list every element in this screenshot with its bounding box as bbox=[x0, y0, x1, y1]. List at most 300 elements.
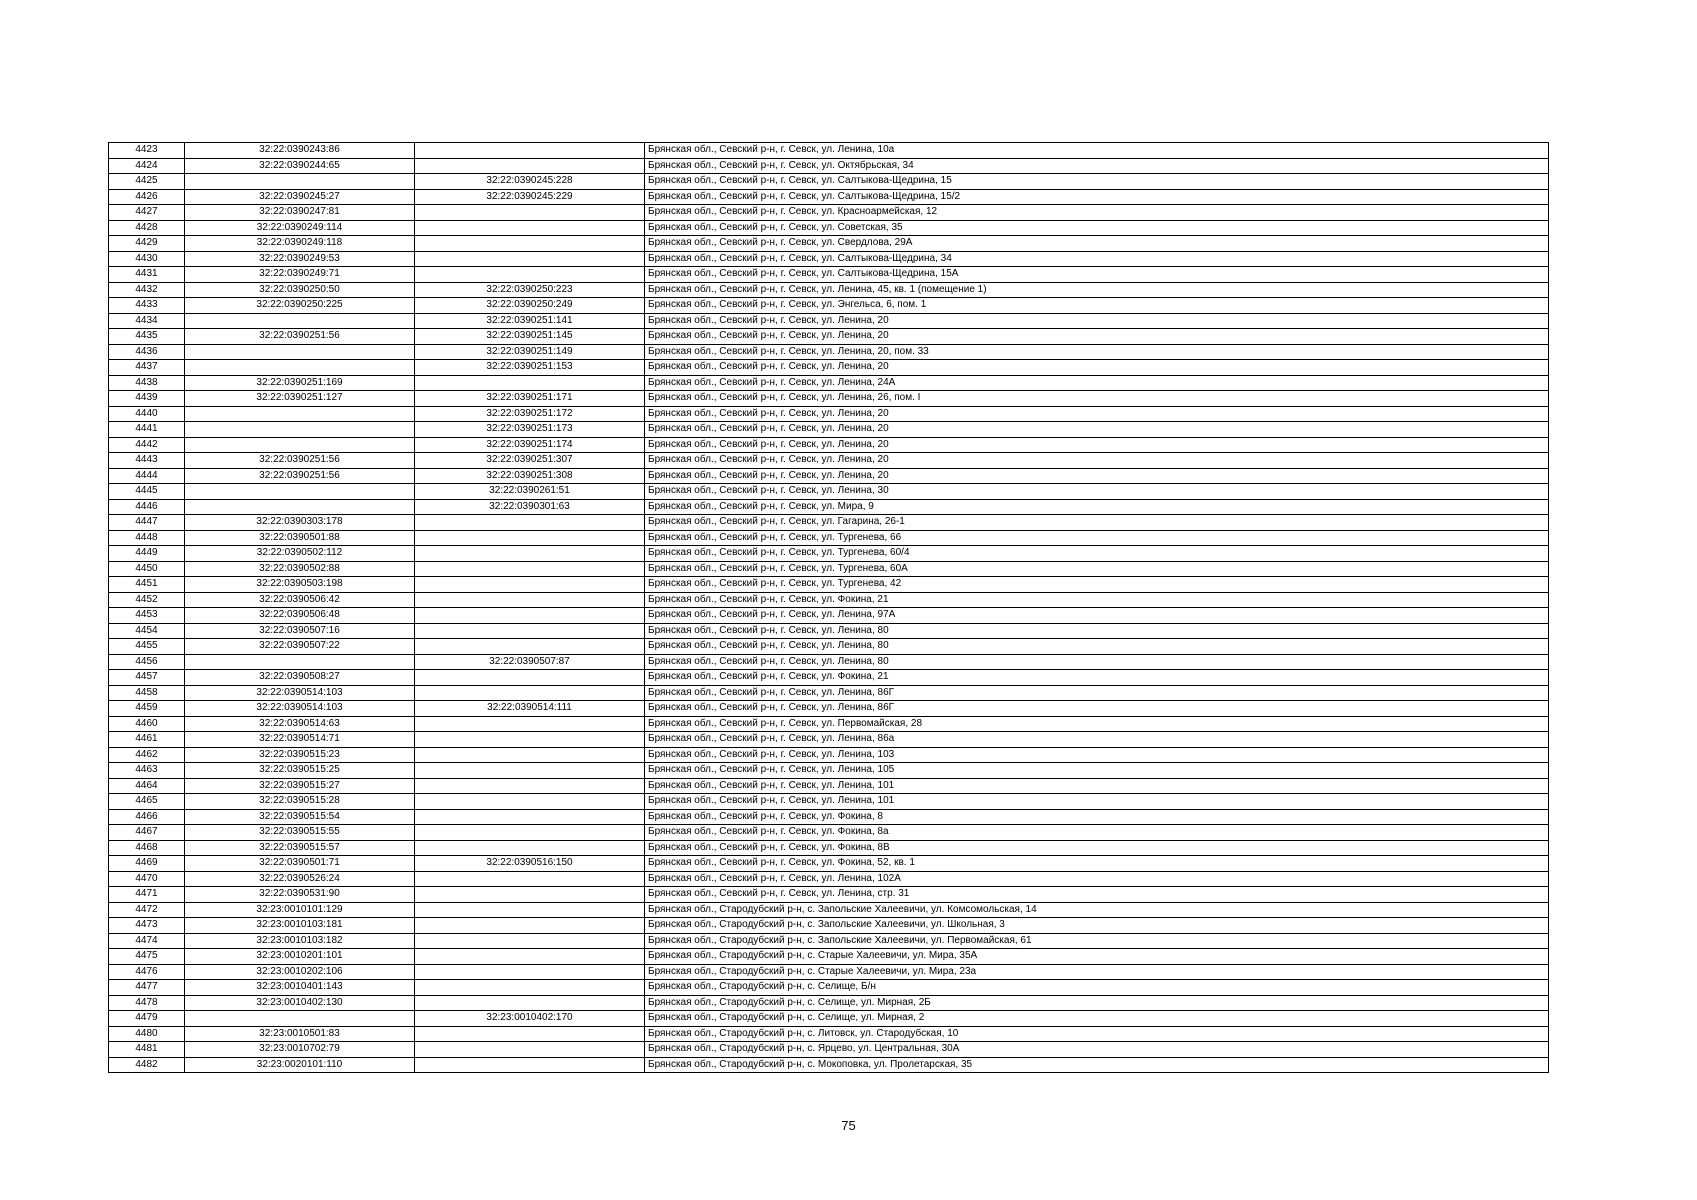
address-cell: Брянская обл., Севский р-н, г. Севск, ул. Ленина, 103 bbox=[645, 747, 1549, 763]
row-number-cell: 4442 bbox=[109, 437, 185, 453]
registry-table bbox=[108, 142, 1549, 1073]
table-row bbox=[109, 964, 1549, 980]
land-cadastral-number-cell bbox=[185, 654, 415, 670]
table-row bbox=[109, 995, 1549, 1011]
table-row bbox=[109, 933, 1549, 949]
address-cell: Брянская обл., Севский р-н, г. Севск, ул. Ленина, 80 bbox=[645, 654, 1549, 670]
registry-table-body bbox=[109, 143, 1549, 1073]
object-cadastral-number-cell: 32:22:0390261:51 bbox=[415, 484, 645, 500]
table-row bbox=[109, 887, 1549, 903]
address-cell: Брянская обл., Севский р-н, г. Севск, ул. Энгельса, 6, пом. 1 bbox=[645, 298, 1549, 314]
table-row bbox=[109, 902, 1549, 918]
table-row bbox=[109, 220, 1549, 236]
object-cadastral-number-cell: 32:22:0390251:308 bbox=[415, 468, 645, 484]
table-row bbox=[109, 561, 1549, 577]
table-row bbox=[109, 871, 1549, 887]
table-row bbox=[109, 205, 1549, 221]
row-number-cell: 4462 bbox=[109, 747, 185, 763]
object-cadastral-number-cell: 32:22:0390245:229 bbox=[415, 189, 645, 205]
table-row bbox=[109, 592, 1549, 608]
land-cadastral-number-cell: 32:22:0390250:50 bbox=[185, 282, 415, 298]
table-row bbox=[109, 809, 1549, 825]
address-cell: Брянская обл., Стародубский р-н, с. Старые Халеевичи, ул. Мира, 35А bbox=[645, 949, 1549, 965]
land-cadastral-number-cell: 32:23:0010103:182 bbox=[185, 933, 415, 949]
object-cadastral-number-cell bbox=[415, 871, 645, 887]
table-row bbox=[109, 747, 1549, 763]
table-row bbox=[109, 406, 1549, 422]
land-cadastral-number-cell: 32:22:0390514:71 bbox=[185, 732, 415, 748]
land-cadastral-number-cell: 32:22:0390507:16 bbox=[185, 623, 415, 639]
land-cadastral-number-cell: 32:22:0390514:63 bbox=[185, 716, 415, 732]
table-row bbox=[109, 422, 1549, 438]
row-number-cell: 4454 bbox=[109, 623, 185, 639]
row-number-cell: 4472 bbox=[109, 902, 185, 918]
row-number-cell: 4459 bbox=[109, 701, 185, 717]
address-cell: Брянская обл., Севский р-н, г. Севск, ул. Фокина, 21 bbox=[645, 592, 1549, 608]
table-row bbox=[109, 546, 1549, 562]
address-cell: Брянская обл., Севский р-н, г. Севск, ул. Октябрьская, 34 bbox=[645, 158, 1549, 174]
land-cadastral-number-cell: 32:23:0010402:130 bbox=[185, 995, 415, 1011]
address-cell: Брянская обл., Севский р-н, г. Севск, ул. Ленина, 80 bbox=[645, 623, 1549, 639]
table-row bbox=[109, 189, 1549, 205]
row-number-cell: 4453 bbox=[109, 608, 185, 624]
row-number-cell: 4458 bbox=[109, 685, 185, 701]
row-number-cell: 4476 bbox=[109, 964, 185, 980]
object-cadastral-number-cell: 32:22:0390251:149 bbox=[415, 344, 645, 360]
land-cadastral-number-cell bbox=[185, 484, 415, 500]
address-cell: Брянская обл., Севский р-н, г. Севск, ул. Ленина, 102А bbox=[645, 871, 1549, 887]
table-row bbox=[109, 856, 1549, 872]
land-cadastral-number-cell: 32:22:0390515:28 bbox=[185, 794, 415, 810]
land-cadastral-number-cell: 32:22:0390249:118 bbox=[185, 236, 415, 252]
table-row bbox=[109, 437, 1549, 453]
object-cadastral-number-cell: 32:22:0390251:141 bbox=[415, 313, 645, 329]
object-cadastral-number-cell: 32:22:0390516:150 bbox=[415, 856, 645, 872]
object-cadastral-number-cell bbox=[415, 670, 645, 686]
row-number-cell: 4448 bbox=[109, 530, 185, 546]
land-cadastral-number-cell: 32:22:0390506:48 bbox=[185, 608, 415, 624]
row-number-cell: 4464 bbox=[109, 778, 185, 794]
object-cadastral-number-cell bbox=[415, 809, 645, 825]
address-cell: Брянская обл., Севский р-н, г. Севск, ул. Ленина, 10а bbox=[645, 143, 1549, 159]
object-cadastral-number-cell bbox=[415, 375, 645, 391]
address-cell: Брянская обл., Севский р-н, г. Севск, ул. Свердлова, 29А bbox=[645, 236, 1549, 252]
table-row bbox=[109, 282, 1549, 298]
address-cell: Брянская обл., Севский р-н, г. Севск, ул. Салтыкова-Щедрина, 15 bbox=[645, 174, 1549, 190]
address-cell: Брянская обл., Стародубский р-н, с. Литовск, ул. Стародубская, 10 bbox=[645, 1026, 1549, 1042]
object-cadastral-number-cell: 32:22:0390251:173 bbox=[415, 422, 645, 438]
object-cadastral-number-cell: 32:22:0390251:307 bbox=[415, 453, 645, 469]
land-cadastral-number-cell: 32:22:0390514:103 bbox=[185, 701, 415, 717]
table-row bbox=[109, 468, 1549, 484]
object-cadastral-number-cell: 32:22:0390514:111 bbox=[415, 701, 645, 717]
land-cadastral-number-cell bbox=[185, 422, 415, 438]
address-cell: Брянская обл., Севский р-н, г. Севск, ул. Ленина, 20 bbox=[645, 329, 1549, 345]
object-cadastral-number-cell bbox=[415, 840, 645, 856]
table-row bbox=[109, 685, 1549, 701]
object-cadastral-number-cell: 32:22:0390251:174 bbox=[415, 437, 645, 453]
object-cadastral-number-cell bbox=[415, 933, 645, 949]
table-row bbox=[109, 980, 1549, 996]
address-cell: Брянская обл., Севский р-н, г. Севск, ул. Салтыкова-Щедрина, 15А bbox=[645, 267, 1549, 283]
address-cell: Брянская обл., Севский р-н, г. Севск, ул. Гагарина, 26-1 bbox=[645, 515, 1549, 531]
land-cadastral-number-cell bbox=[185, 313, 415, 329]
table-row bbox=[109, 577, 1549, 593]
row-number-cell: 4446 bbox=[109, 499, 185, 515]
address-cell: Брянская обл., Севский р-н, г. Севск, ул. Салтыкова-Щедрина, 34 bbox=[645, 251, 1549, 267]
object-cadastral-number-cell bbox=[415, 220, 645, 236]
table-row bbox=[109, 391, 1549, 407]
object-cadastral-number-cell bbox=[415, 747, 645, 763]
land-cadastral-number-cell bbox=[185, 360, 415, 376]
row-number-cell: 4427 bbox=[109, 205, 185, 221]
land-cadastral-number-cell: 32:22:0390515:57 bbox=[185, 840, 415, 856]
address-cell: Брянская обл., Севский р-н, г. Севск, ул. Фокина, 8а bbox=[645, 825, 1549, 841]
address-cell: Брянская обл., Севский р-н, г. Севск, ул. Тургенева, 66 bbox=[645, 530, 1549, 546]
row-number-cell: 4444 bbox=[109, 468, 185, 484]
object-cadastral-number-cell bbox=[415, 902, 645, 918]
row-number-cell: 4463 bbox=[109, 763, 185, 779]
table-row bbox=[109, 732, 1549, 748]
object-cadastral-number-cell bbox=[415, 716, 645, 732]
table-row bbox=[109, 778, 1549, 794]
address-cell: Брянская обл., Севский р-н, г. Севск, ул. Красноармейская, 12 bbox=[645, 205, 1549, 221]
row-number-cell: 4474 bbox=[109, 933, 185, 949]
address-cell: Брянская обл., Севский р-н, г. Севск, ул. Тургенева, 60А bbox=[645, 561, 1549, 577]
land-cadastral-number-cell: 32:22:0390515:27 bbox=[185, 778, 415, 794]
row-number-cell: 4479 bbox=[109, 1011, 185, 1027]
object-cadastral-number-cell: 32:22:0390251:172 bbox=[415, 406, 645, 422]
land-cadastral-number-cell: 32:22:0390506:42 bbox=[185, 592, 415, 608]
object-cadastral-number-cell bbox=[415, 592, 645, 608]
object-cadastral-number-cell bbox=[415, 778, 645, 794]
object-cadastral-number-cell bbox=[415, 1042, 645, 1058]
table-row bbox=[109, 670, 1549, 686]
row-number-cell: 4475 bbox=[109, 949, 185, 965]
table-row bbox=[109, 918, 1549, 934]
address-cell: Брянская обл., Севский р-н, г. Севск, ул. Ленина, 86Г bbox=[645, 701, 1549, 717]
land-cadastral-number-cell: 32:23:0010501:83 bbox=[185, 1026, 415, 1042]
row-number-cell: 4451 bbox=[109, 577, 185, 593]
land-cadastral-number-cell: 32:22:0390507:22 bbox=[185, 639, 415, 655]
object-cadastral-number-cell: 32:22:0390245:228 bbox=[415, 174, 645, 190]
row-number-cell: 4471 bbox=[109, 887, 185, 903]
row-number-cell: 4478 bbox=[109, 995, 185, 1011]
table-row bbox=[109, 763, 1549, 779]
object-cadastral-number-cell bbox=[415, 732, 645, 748]
table-row bbox=[109, 949, 1549, 965]
address-cell: Брянская обл., Севский р-н, г. Севск, ул. Ленина, 20, пом. 33 bbox=[645, 344, 1549, 360]
land-cadastral-number-cell bbox=[185, 499, 415, 515]
land-cadastral-number-cell: 32:22:0390251:56 bbox=[185, 329, 415, 345]
row-number-cell: 4443 bbox=[109, 453, 185, 469]
object-cadastral-number-cell: 32:23:0010402:170 bbox=[415, 1011, 645, 1027]
land-cadastral-number-cell: 32:22:0390515:25 bbox=[185, 763, 415, 779]
address-cell: Брянская обл., Севский р-н, г. Севск, ул. Ленина, 20 bbox=[645, 453, 1549, 469]
page-number: 75 bbox=[841, 1118, 856, 1133]
address-cell: Брянская обл., Севский р-н, г. Севск, ул. Первомайская, 28 bbox=[645, 716, 1549, 732]
object-cadastral-number-cell bbox=[415, 918, 645, 934]
table-row bbox=[109, 313, 1549, 329]
table-row bbox=[109, 143, 1549, 159]
row-number-cell: 4437 bbox=[109, 360, 185, 376]
row-number-cell: 4477 bbox=[109, 980, 185, 996]
row-number-cell: 4466 bbox=[109, 809, 185, 825]
table-row bbox=[109, 840, 1549, 856]
object-cadastral-number-cell bbox=[415, 205, 645, 221]
table-row bbox=[109, 251, 1549, 267]
land-cadastral-number-cell: 32:23:0010101:129 bbox=[185, 902, 415, 918]
row-number-cell: 4445 bbox=[109, 484, 185, 500]
land-cadastral-number-cell: 32:23:0010201:101 bbox=[185, 949, 415, 965]
address-cell: Брянская обл., Севский р-н, г. Севск, ул. Ленина, 26, пом. I bbox=[645, 391, 1549, 407]
address-cell: Брянская обл., Севский р-н, г. Севск, ул. Ленина, стр. 31 bbox=[645, 887, 1549, 903]
address-cell: Брянская обл., Севский р-н, г. Севск, ул. Тургенева, 42 bbox=[645, 577, 1549, 593]
table-row bbox=[109, 329, 1549, 345]
object-cadastral-number-cell bbox=[415, 1026, 645, 1042]
object-cadastral-number-cell bbox=[415, 639, 645, 655]
row-number-cell: 4468 bbox=[109, 840, 185, 856]
address-cell: Брянская обл., Севский р-н, г. Севск, ул. Фокина, 21 bbox=[645, 670, 1549, 686]
object-cadastral-number-cell bbox=[415, 794, 645, 810]
land-cadastral-number-cell bbox=[185, 1011, 415, 1027]
table-row bbox=[109, 654, 1549, 670]
land-cadastral-number-cell: 32:22:0390243:86 bbox=[185, 143, 415, 159]
land-cadastral-number-cell: 32:22:0390515:55 bbox=[185, 825, 415, 841]
row-number-cell: 4449 bbox=[109, 546, 185, 562]
row-number-cell: 4452 bbox=[109, 592, 185, 608]
table-row bbox=[109, 360, 1549, 376]
row-number-cell: 4470 bbox=[109, 871, 185, 887]
land-cadastral-number-cell: 32:22:0390502:112 bbox=[185, 546, 415, 562]
table-row bbox=[109, 375, 1549, 391]
address-cell: Брянская обл., Стародубский р-н, с. Селище, ул. Мирная, 2Б bbox=[645, 995, 1549, 1011]
object-cadastral-number-cell bbox=[415, 887, 645, 903]
address-cell: Брянская обл., Стародубский р-н, с. Мокоповка, ул. Пролетарская, 35 bbox=[645, 1057, 1549, 1073]
address-cell: Брянская обл., Севский р-н, г. Севск, ул. Ленина, 20 bbox=[645, 468, 1549, 484]
table-row bbox=[109, 236, 1549, 252]
row-number-cell: 4480 bbox=[109, 1026, 185, 1042]
land-cadastral-number-cell: 32:23:0010202:106 bbox=[185, 964, 415, 980]
land-cadastral-number-cell: 32:22:0390249:114 bbox=[185, 220, 415, 236]
land-cadastral-number-cell: 32:22:0390251:56 bbox=[185, 468, 415, 484]
row-number-cell: 4439 bbox=[109, 391, 185, 407]
land-cadastral-number-cell: 32:22:0390251:127 bbox=[185, 391, 415, 407]
object-cadastral-number-cell: 32:22:0390250:249 bbox=[415, 298, 645, 314]
address-cell: Брянская обл., Севский р-н, г. Севск, ул. Ленина, 101 bbox=[645, 794, 1549, 810]
land-cadastral-number-cell: 32:22:0390515:54 bbox=[185, 809, 415, 825]
address-cell: Брянская обл., Севский р-н, г. Севск, ул. Ленина, 20 bbox=[645, 437, 1549, 453]
row-number-cell: 4436 bbox=[109, 344, 185, 360]
row-number-cell: 4434 bbox=[109, 313, 185, 329]
land-cadastral-number-cell: 32:22:0390501:71 bbox=[185, 856, 415, 872]
row-number-cell: 4441 bbox=[109, 422, 185, 438]
object-cadastral-number-cell bbox=[415, 825, 645, 841]
table-row bbox=[109, 174, 1549, 190]
address-cell: Брянская обл., Севский р-н, г. Севск, ул. Ленина, 86Г bbox=[645, 685, 1549, 701]
address-cell: Брянская обл., Севский р-н, г. Севск, ул. Ленина, 30 bbox=[645, 484, 1549, 500]
table-row bbox=[109, 1057, 1549, 1073]
row-number-cell: 4461 bbox=[109, 732, 185, 748]
object-cadastral-number-cell bbox=[415, 546, 645, 562]
address-cell: Брянская обл., Стародубский р-н, с. Селище, Б/н bbox=[645, 980, 1549, 996]
table-row bbox=[109, 825, 1549, 841]
object-cadastral-number-cell bbox=[415, 685, 645, 701]
row-number-cell: 4433 bbox=[109, 298, 185, 314]
object-cadastral-number-cell bbox=[415, 608, 645, 624]
address-cell: Брянская обл., Стародубский р-н, с. Старые Халеевичи, ул. Мира, 23а bbox=[645, 964, 1549, 980]
address-cell: Брянская обл., Севский р-н, г. Севск, ул. Ленина, 45, кв. 1 (помещение 1) bbox=[645, 282, 1549, 298]
row-number-cell: 4447 bbox=[109, 515, 185, 531]
object-cadastral-number-cell bbox=[415, 267, 645, 283]
object-cadastral-number-cell bbox=[415, 158, 645, 174]
table-row bbox=[109, 530, 1549, 546]
object-cadastral-number-cell bbox=[415, 530, 645, 546]
object-cadastral-number-cell: 32:22:0390251:153 bbox=[415, 360, 645, 376]
table-row bbox=[109, 639, 1549, 655]
address-cell: Брянская обл., Севский р-н, г. Севск, ул. Ленина, 80 bbox=[645, 639, 1549, 655]
land-cadastral-number-cell: 32:22:0390502:88 bbox=[185, 561, 415, 577]
row-number-cell: 4440 bbox=[109, 406, 185, 422]
table-row bbox=[109, 453, 1549, 469]
address-cell: Брянская обл., Севский р-н, г. Севск, ул. Салтыкова-Щедрина, 15/2 bbox=[645, 189, 1549, 205]
row-number-cell: 4469 bbox=[109, 856, 185, 872]
land-cadastral-number-cell: 32:22:0390526:24 bbox=[185, 871, 415, 887]
land-cadastral-number-cell: 32:22:0390251:169 bbox=[185, 375, 415, 391]
table-row bbox=[109, 623, 1549, 639]
row-number-cell: 4465 bbox=[109, 794, 185, 810]
row-number-cell: 4473 bbox=[109, 918, 185, 934]
land-cadastral-number-cell: 32:22:0390515:23 bbox=[185, 747, 415, 763]
row-number-cell: 4456 bbox=[109, 654, 185, 670]
address-cell: Брянская обл., Севский р-н, г. Севск, ул. Ленина, 86а bbox=[645, 732, 1549, 748]
object-cadastral-number-cell bbox=[415, 561, 645, 577]
table-row bbox=[109, 158, 1549, 174]
address-cell: Брянская обл., Севский р-н, г. Севск, ул. Фокина, 52, кв. 1 bbox=[645, 856, 1549, 872]
row-number-cell: 4482 bbox=[109, 1057, 185, 1073]
land-cadastral-number-cell bbox=[185, 174, 415, 190]
table-row bbox=[109, 794, 1549, 810]
land-cadastral-number-cell: 32:22:0390514:103 bbox=[185, 685, 415, 701]
object-cadastral-number-cell bbox=[415, 623, 645, 639]
address-cell: Брянская обл., Стародубский р-н, с. Запольские Халеевичи, ул. Первомайская, 61 bbox=[645, 933, 1549, 949]
object-cadastral-number-cell: 32:22:0390250:223 bbox=[415, 282, 645, 298]
object-cadastral-number-cell bbox=[415, 995, 645, 1011]
table-row bbox=[109, 515, 1549, 531]
land-cadastral-number-cell: 32:22:0390531:90 bbox=[185, 887, 415, 903]
address-cell: Брянская обл., Стародубский р-н, с. Ярцево, ул. Центральная, 30А bbox=[645, 1042, 1549, 1058]
object-cadastral-number-cell: 32:22:0390301:63 bbox=[415, 499, 645, 515]
row-number-cell: 4455 bbox=[109, 639, 185, 655]
land-cadastral-number-cell: 32:23:0010702:79 bbox=[185, 1042, 415, 1058]
row-number-cell: 4435 bbox=[109, 329, 185, 345]
table-row bbox=[109, 1011, 1549, 1027]
table-row bbox=[109, 1042, 1549, 1058]
address-cell: Брянская обл., Севский р-н, г. Севск, ул. Ленина, 20 bbox=[645, 422, 1549, 438]
address-cell: Брянская обл., Севский р-н, г. Севск, ул. Ленина, 105 bbox=[645, 763, 1549, 779]
object-cadastral-number-cell: 32:22:0390251:145 bbox=[415, 329, 645, 345]
row-number-cell: 4426 bbox=[109, 189, 185, 205]
table-row bbox=[109, 344, 1549, 360]
row-number-cell: 4428 bbox=[109, 220, 185, 236]
land-cadastral-number-cell: 32:22:0390508:27 bbox=[185, 670, 415, 686]
address-cell: Брянская обл., Севский р-н, г. Севск, ул. Ленина, 20 bbox=[645, 406, 1549, 422]
land-cadastral-number-cell: 32:23:0010103:181 bbox=[185, 918, 415, 934]
object-cadastral-number-cell bbox=[415, 577, 645, 593]
row-number-cell: 4423 bbox=[109, 143, 185, 159]
row-number-cell: 4430 bbox=[109, 251, 185, 267]
land-cadastral-number-cell: 32:22:0390503:198 bbox=[185, 577, 415, 593]
object-cadastral-number-cell: 32:22:0390507:87 bbox=[415, 654, 645, 670]
table-row bbox=[109, 267, 1549, 283]
land-cadastral-number-cell: 32:23:0010401:143 bbox=[185, 980, 415, 996]
address-cell: Брянская обл., Севский р-н, г. Севск, ул. Ленина, 97А bbox=[645, 608, 1549, 624]
row-number-cell: 4432 bbox=[109, 282, 185, 298]
object-cadastral-number-cell: 32:22:0390251:171 bbox=[415, 391, 645, 407]
address-cell: Брянская обл., Стародубский р-н, с. Запольские Халеевичи, ул. Комсомольская, 14 bbox=[645, 902, 1549, 918]
object-cadastral-number-cell bbox=[415, 515, 645, 531]
land-cadastral-number-cell: 32:23:0020101:110 bbox=[185, 1057, 415, 1073]
row-number-cell: 4429 bbox=[109, 236, 185, 252]
land-cadastral-number-cell: 32:22:0390245:27 bbox=[185, 189, 415, 205]
object-cadastral-number-cell bbox=[415, 964, 645, 980]
land-cadastral-number-cell bbox=[185, 437, 415, 453]
object-cadastral-number-cell bbox=[415, 949, 645, 965]
object-cadastral-number-cell bbox=[415, 236, 645, 252]
table-row bbox=[109, 484, 1549, 500]
address-cell: Брянская обл., Севский р-н, г. Севск, ул. Фокина, 8 bbox=[645, 809, 1549, 825]
address-cell: Брянская обл., Севский р-н, г. Севск, ул. Ленина, 24А bbox=[645, 375, 1549, 391]
object-cadastral-number-cell bbox=[415, 763, 645, 779]
address-cell: Брянская обл., Севский р-н, г. Севск, ул. Ленина, 20 bbox=[645, 360, 1549, 376]
table-row bbox=[109, 701, 1549, 717]
address-cell: Брянская обл., Севский р-н, г. Севск, ул. Мира, 9 bbox=[645, 499, 1549, 515]
land-cadastral-number-cell bbox=[185, 344, 415, 360]
object-cadastral-number-cell bbox=[415, 143, 645, 159]
row-number-cell: 4450 bbox=[109, 561, 185, 577]
table-row bbox=[109, 716, 1549, 732]
row-number-cell: 4457 bbox=[109, 670, 185, 686]
land-cadastral-number-cell: 32:22:0390501:88 bbox=[185, 530, 415, 546]
address-cell: Брянская обл., Севский р-н, г. Севск, ул. Ленина, 101 bbox=[645, 778, 1549, 794]
row-number-cell: 4481 bbox=[109, 1042, 185, 1058]
table-row bbox=[109, 1026, 1549, 1042]
land-cadastral-number-cell: 32:22:0390247:81 bbox=[185, 205, 415, 221]
object-cadastral-number-cell bbox=[415, 1057, 645, 1073]
address-cell: Брянская обл., Севский р-н, г. Севск, ул. Советская, 35 bbox=[645, 220, 1549, 236]
table-row bbox=[109, 499, 1549, 515]
land-cadastral-number-cell bbox=[185, 406, 415, 422]
land-cadastral-number-cell: 32:22:0390250:225 bbox=[185, 298, 415, 314]
land-cadastral-number-cell: 32:22:0390249:53 bbox=[185, 251, 415, 267]
land-cadastral-number-cell: 32:22:0390249:71 bbox=[185, 267, 415, 283]
address-cell: Брянская обл., Севский р-н, г. Севск, ул. Ленина, 20 bbox=[645, 313, 1549, 329]
row-number-cell: 4424 bbox=[109, 158, 185, 174]
address-cell: Брянская обл., Севский р-н, г. Севск, ул. Фокина, 8В bbox=[645, 840, 1549, 856]
address-cell: Брянская обл., Стародубский р-н, с. Запольские Халеевичи, ул. Школьная, 3 bbox=[645, 918, 1549, 934]
table-row bbox=[109, 608, 1549, 624]
row-number-cell: 4438 bbox=[109, 375, 185, 391]
land-cadastral-number-cell: 32:22:0390251:56 bbox=[185, 453, 415, 469]
row-number-cell: 4431 bbox=[109, 267, 185, 283]
table-row bbox=[109, 298, 1549, 314]
object-cadastral-number-cell bbox=[415, 980, 645, 996]
land-cadastral-number-cell: 32:22:0390303:178 bbox=[185, 515, 415, 531]
land-cadastral-number-cell: 32:22:0390244:65 bbox=[185, 158, 415, 174]
address-cell: Брянская обл., Севский р-н, г. Севск, ул. Тургенева, 60/4 bbox=[645, 546, 1549, 562]
row-number-cell: 4425 bbox=[109, 174, 185, 190]
address-cell: Брянская обл., Стародубский р-н, с. Селище, ул. Мирная, 2 bbox=[645, 1011, 1549, 1027]
